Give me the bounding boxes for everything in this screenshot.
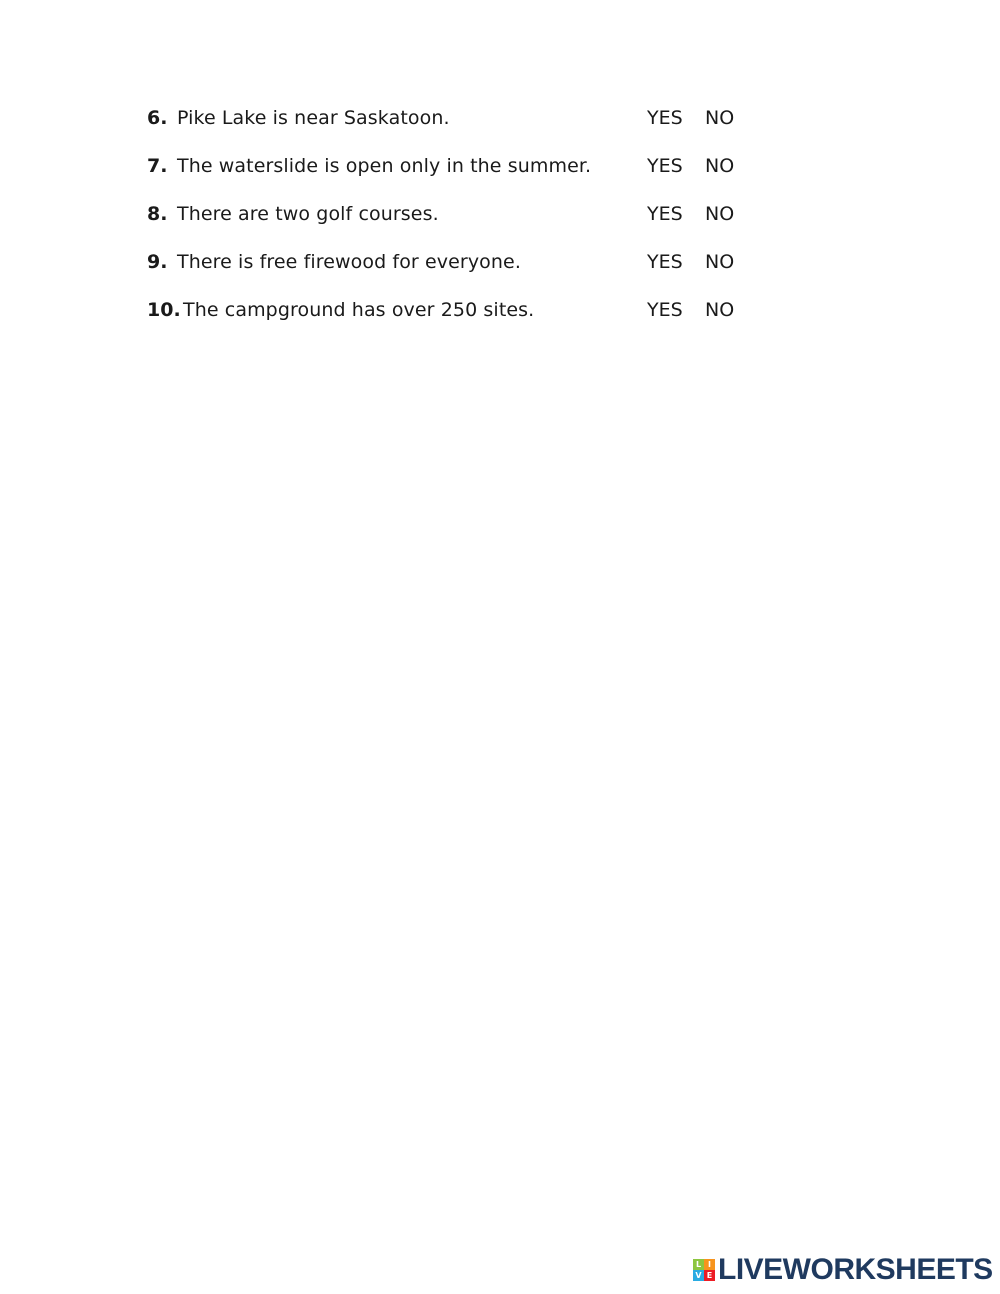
yes-option[interactable]: YES [647, 107, 683, 129]
question-row [147, 104, 767, 152]
question-text: There is free firewood for everyone. [177, 251, 521, 273]
logo-mark-cell: L [693, 1259, 704, 1270]
logo-mark-cell: E [704, 1270, 715, 1281]
question-number: 9. [147, 251, 168, 273]
no-option[interactable]: NO [705, 107, 735, 129]
question-list [147, 104, 767, 344]
logo-mark-cell: V [693, 1270, 704, 1281]
yes-option[interactable]: YES [647, 299, 683, 321]
no-option[interactable]: NO [705, 251, 735, 273]
question-row [147, 152, 767, 200]
no-option[interactable]: NO [705, 155, 735, 177]
question-row [147, 248, 767, 296]
yes-option[interactable]: YES [647, 203, 683, 225]
liveworksheets-logo [693, 1254, 993, 1286]
question-row [147, 200, 767, 248]
yes-option[interactable]: YES [647, 155, 683, 177]
question-text: The waterslide is open only in the summer. [177, 155, 592, 177]
question-text: Pike Lake is near Saskatoon. [177, 107, 450, 129]
question-number: 7. [147, 155, 168, 177]
question-row [147, 296, 767, 344]
logo-text: LIVEWORKSHEETS [718, 1253, 993, 1286]
question-text: The campground has over 250 sites. [183, 299, 535, 321]
question-text: There are two golf courses. [177, 203, 439, 225]
no-option[interactable]: NO [705, 299, 735, 321]
no-option[interactable]: NO [705, 203, 735, 225]
logo-mark-cell: I [704, 1259, 715, 1270]
yes-option[interactable]: YES [647, 251, 683, 273]
question-number: 6. [147, 107, 168, 129]
question-number: 8. [147, 203, 168, 225]
liveworksheets-logo-icon [693, 1259, 715, 1281]
question-number: 10. [147, 299, 181, 321]
